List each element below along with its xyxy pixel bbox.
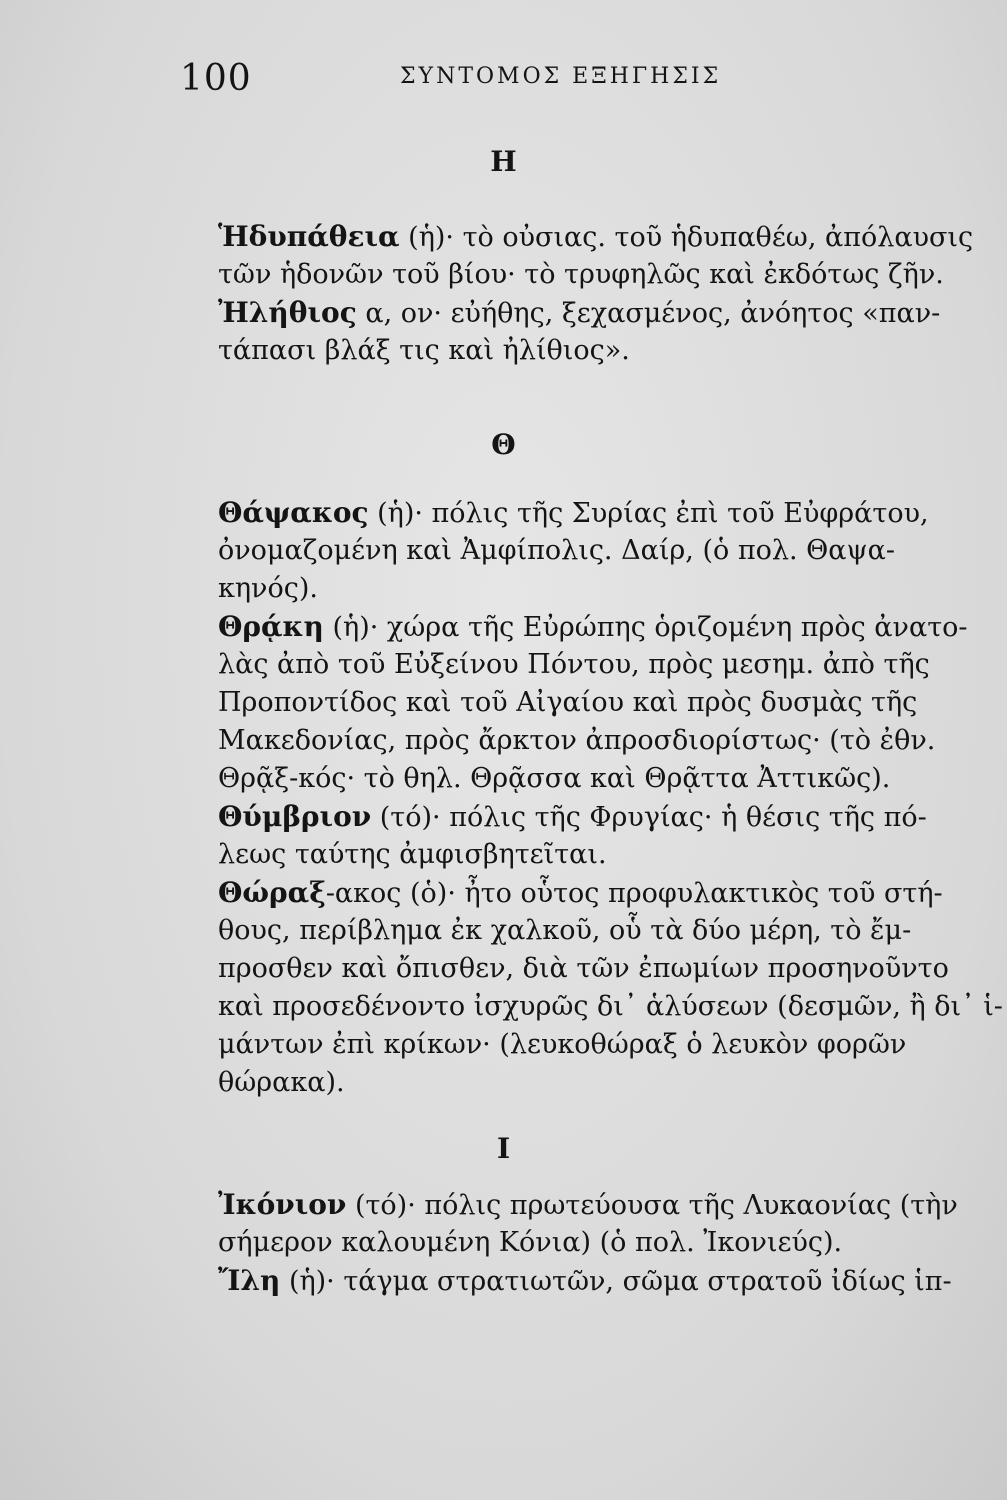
entry-continuation-line: λὰς ἀπὸ τοῦ Εὐξείνου Πόντου, πρὸς μεσημ. ἀπὸ τῆς bbox=[218, 649, 930, 680]
entry-continuation-line: θώρακα). bbox=[218, 1067, 345, 1098]
entry-text: -ακος (ὁ)· ἦτο οὗτος προφυλακτικὸς τοῦ στή- bbox=[325, 878, 943, 909]
entry-continuation-line: σήμερον καλουμένη Κόνια) (ὁ πολ. Ἰκονιεύς). bbox=[218, 1227, 843, 1258]
entry-lemma: Ἰκόνιον bbox=[218, 1188, 347, 1221]
entry-lemma: Ἡδυπάθεια bbox=[218, 220, 400, 253]
section-letter-eta: Η bbox=[490, 145, 517, 178]
entries-section-iota bbox=[218, 1186, 958, 1300]
entry-first-line bbox=[218, 294, 941, 332]
entry-text: (ἡ)· πόλις τῆς Συρίας ἐπὶ τοῦ Εὐφράτου, bbox=[368, 498, 929, 529]
running-title: ΣΥΝΤΟΜΟΣ ΕΞΗΓΗΣΙΣ bbox=[400, 64, 722, 89]
entry-continuation-line: προσθεν καὶ ὄπισθεν, διὰ τῶν ἐπωμίων προσηνοῦντο bbox=[218, 953, 949, 984]
entry-first-line bbox=[218, 1262, 952, 1300]
entry-continuation-line: μάντων ἐπὶ κρίκων· (λευκοθώραξ ὁ λευκὸν φορῶν bbox=[218, 1029, 907, 1060]
entry-text: (τό)· πόλις πρωτεύουσα τῆς Λυκαονίας (τὴν bbox=[346, 1190, 958, 1221]
entry-text: α, ον· εὐήθης, ξεχασμένος, ἀνόητος «παν- bbox=[356, 298, 941, 329]
dictionary-entry bbox=[218, 494, 929, 608]
dictionary-entry bbox=[218, 798, 927, 874]
entry-text: (τό)· πόλις τῆς Φρυγίας· ἡ θέσις τῆς πό- bbox=[371, 802, 927, 833]
entries-section-theta bbox=[218, 494, 1003, 1102]
entry-first-line bbox=[218, 218, 974, 256]
entry-first-line bbox=[218, 1186, 958, 1224]
entry-text: (ἡ)· χώρα τῆς Εὐρώπης ὁριζομένη πρὸς ἀνατο- bbox=[323, 612, 968, 643]
entries-section-eta bbox=[218, 218, 974, 370]
entry-lemma: Θρᾴκη bbox=[218, 610, 324, 643]
dictionary-entry bbox=[218, 1262, 952, 1300]
entry-first-line bbox=[218, 874, 943, 912]
entry-continuation-line: καὶ προσεδένοντο ἰσχυρῶς δι᾽ ἁλύσεων (δεσμῶν, ἢ δι᾽ ἱ- bbox=[218, 991, 1003, 1022]
entry-first-line bbox=[218, 494, 929, 532]
section-letter-iota: Ι bbox=[496, 1132, 511, 1165]
entry-first-line bbox=[218, 608, 968, 646]
entry-continuation-line: λεως ταύτης ἀμφισβητεῖται. bbox=[218, 839, 607, 870]
dictionary-entry bbox=[218, 1186, 958, 1262]
entry-continuation-line: ὀνομαζομένη καὶ Ἀμφίπολις. Δαίρ, (ὁ πολ. Θαψα- bbox=[218, 535, 896, 566]
entry-continuation-line: κηνός). bbox=[218, 573, 318, 604]
entry-continuation-line: Προποντίδος καὶ τοῦ Αἰγαίου καὶ πρὸς δυσμὰς τῆς bbox=[218, 687, 918, 718]
page-number: 100 bbox=[180, 58, 252, 99]
entry-first-line bbox=[218, 798, 927, 836]
entry-continuation-line: τάπασι βλάξ τις καὶ ἠλίθιος». bbox=[218, 335, 630, 366]
entry-continuation-line: θους, περίβλημα ἐκ χαλκοῦ, οὗ τὰ δύο μέρη, τὸ ἔμ- bbox=[218, 915, 912, 946]
entry-text: (ἡ)· τάγμα στρατιωτῶν, σῶμα στρατοῦ ἰδίως ἱπ- bbox=[280, 1266, 952, 1297]
entry-continuation-line: Μακεδονίας, πρὸς ἄρκτον ἀπροσδιορίστως· (τὸ ἐθν. bbox=[218, 725, 936, 756]
entry-continuation-line: τῶν ἡδονῶν τοῦ βίου· τὸ τρυφηλῶς καὶ ἐκδότως ζῆν. bbox=[218, 259, 944, 290]
entry-text: (ἡ)· τὸ οὐσιας. τοῦ ἡδυπαθέω, ἀπόλαυσις bbox=[399, 222, 974, 253]
entry-lemma: Ἴλη bbox=[218, 1264, 281, 1297]
dictionary-entry bbox=[218, 294, 941, 370]
entry-continuation-line: Θρᾷξ-κός· τὸ θηλ. Θρᾷσσα καὶ Θρᾷττα Ἀττικῶς). bbox=[218, 763, 891, 794]
entry-lemma: Θάψακος bbox=[218, 496, 369, 529]
section-letter-theta: Θ bbox=[491, 428, 516, 461]
dictionary-entry bbox=[218, 218, 974, 294]
entry-lemma: Ἠλήθιος bbox=[218, 296, 357, 329]
entry-lemma: Θύμβριον bbox=[218, 800, 372, 833]
dictionary-entry bbox=[218, 608, 968, 798]
dictionary-entry bbox=[218, 874, 1003, 1102]
entry-lemma: Θώραξ bbox=[218, 876, 326, 909]
